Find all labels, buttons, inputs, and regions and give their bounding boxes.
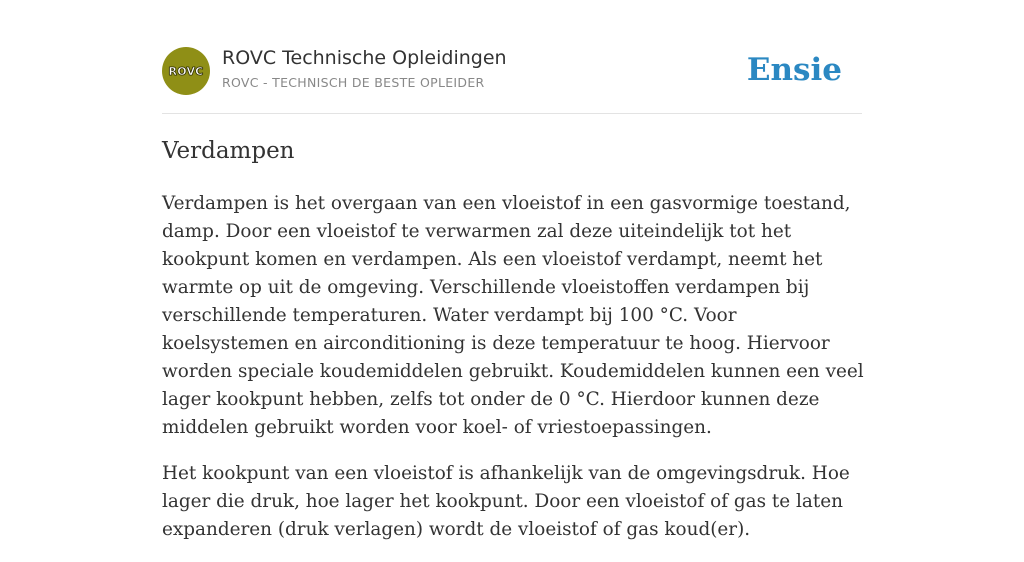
logo-text: ROVC (168, 64, 204, 78)
org-subtitle: ROVC - TECHNISCH DE BESTE OPLEIDER (222, 75, 485, 90)
org-name-link[interactable]: ROVC Technische Opleidingen (222, 47, 507, 69)
article-paragraph: Verdampen is het overgaan van een vloeistof in een gasvormige toestand, damp. Door een vloeistof te verwarmen zal deze uiteindelijk tot het kookpunt komen en verdampen. Als een vloeistof verdampt, neemt het warmte op uit de omgeving. Verschillende vloeistoffen verdampen bij verschillende temperaturen. Water verdampt bij 100 °C. Voor koelsystemen en airconditioning is deze temperatuur te hoog. Hiervoor worden speciale koudemiddelen gebruikt. Koudemiddelen kunnen een veel lager kookpunt hebben, zelfs tot onder de 0 °C. Hierdoor kunnen deze middelen gebruikt worden voor koel- of vriestoepassingen. (162, 193, 864, 438)
header (162, 46, 862, 96)
rovc-logo[interactable] (162, 47, 210, 95)
article-title: Verdampen (162, 138, 295, 164)
article-paragraph: Het kookpunt van een vloeistof is afhankelijk van de omgevingsdruk. Hoe lager die druk, hoe lager het kookpunt. Door een vloeistof of gas te laten expanderen (druk verlagen) wordt de vloeistof of gas koud(er). (162, 463, 850, 540)
header-divider (162, 113, 862, 114)
article-body (162, 190, 868, 562)
ensie-brand-logo[interactable]: Ensie (746, 52, 842, 88)
